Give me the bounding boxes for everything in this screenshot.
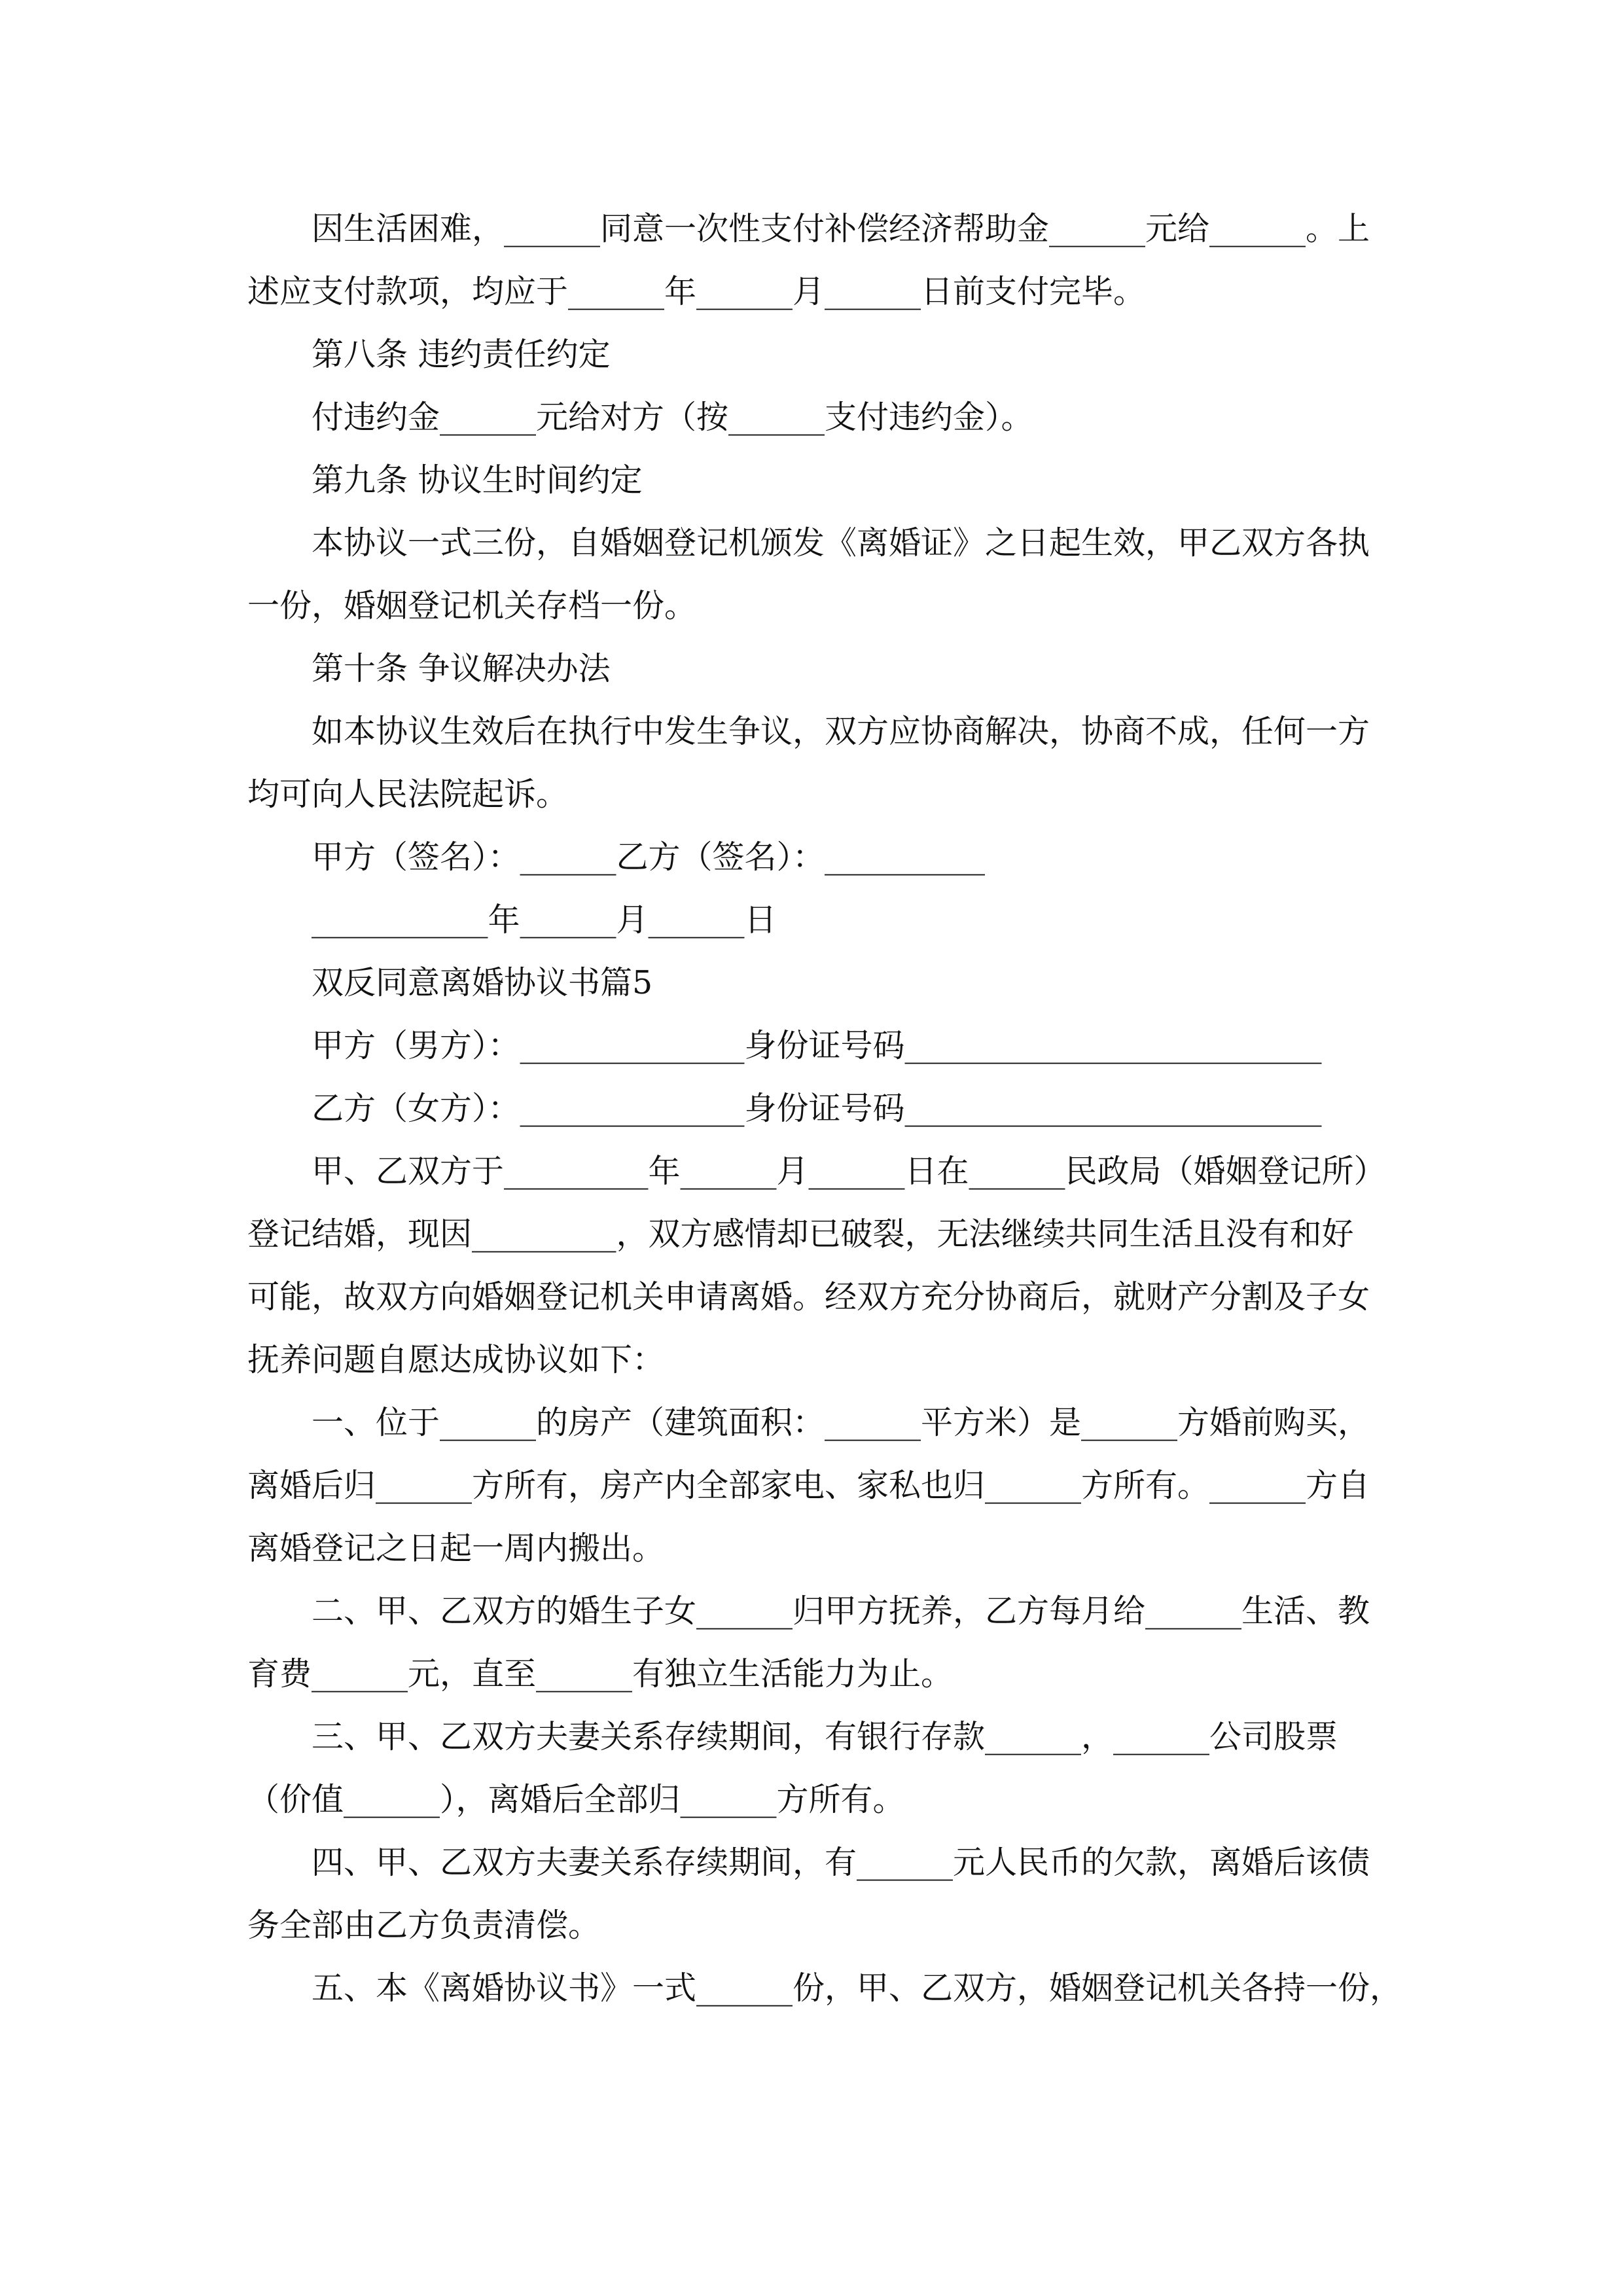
text-line	[0, 1580, 1623, 1643]
line-text: 登记结婚，现因_________，双方感情却已破裂，无法继续共同生活且没有和好	[247, 1215, 1354, 1253]
line-text: 第九条 协议生时间约定	[312, 461, 643, 499]
line-text: 如本协议生效后在执行中发生争议，双方应协商解决，协商不成，任何一方	[312, 713, 1370, 750]
text-line	[0, 1454, 1623, 1517]
text-line	[0, 260, 1623, 323]
text-line	[0, 386, 1623, 449]
line-text: 二、甲、乙双方的婚生子女______归甲方抚养，乙方每月给______生活、教	[312, 1592, 1370, 1630]
text-line	[0, 1706, 1623, 1768]
line-text: 述应支付款项，均应于______年______月______日前支付完毕。	[247, 273, 1146, 310]
text-line	[0, 1768, 1623, 1831]
text-line	[0, 1014, 1623, 1077]
text-line	[0, 1894, 1623, 1957]
line-text: 因生活困难，______同意一次性支付补偿经济帮助金______元给______。上	[312, 210, 1370, 247]
text-line	[0, 1831, 1623, 1894]
line-text: 付违约金______元给对方（按______支付违约金）。	[312, 399, 1033, 436]
line-text: 务全部由乙方负责清偿。	[247, 1907, 601, 1944]
line-text: 离婚登记之日起一周内搬出。	[247, 1530, 665, 1567]
date-line	[0, 889, 1623, 952]
line-text: 育费______元，直至______有独立生活能力为止。	[247, 1655, 954, 1693]
line-text: 第十条 争议解决办法	[312, 650, 611, 687]
text-line	[0, 1643, 1623, 1706]
line-text: ___________年______月______日	[312, 901, 777, 939]
text-line	[0, 1140, 1623, 1203]
line-text: 离婚后归______方所有，房产内全部家电、家私也归______方所有。______方自	[247, 1467, 1370, 1504]
line-text: 均可向人民法院起诉。	[247, 776, 569, 813]
line-text: 五、本《离婚协议书》一式______份，甲、乙双方，婚姻登记机关各持一份，	[312, 1969, 1402, 2007]
text-line	[0, 1517, 1623, 1580]
line-text: 一、位于______的房产（建筑面积：______平方米）是______方婚前购买，	[312, 1404, 1370, 1441]
section-heading	[0, 637, 1623, 700]
section-heading	[0, 323, 1623, 386]
signature-line	[0, 826, 1623, 889]
line-text: 甲、乙双方于_________年______月______日在______民政局（婚姻登记所）	[312, 1153, 1386, 1190]
line-text: 抚养问题自愿达成协议如下：	[247, 1341, 665, 1378]
text-line	[0, 763, 1623, 826]
text-line	[0, 1391, 1623, 1454]
text-line	[0, 1077, 1623, 1140]
text-line	[0, 1203, 1623, 1266]
line-text: 一份，婚姻登记机关存档一份。	[247, 587, 697, 624]
section-heading	[0, 449, 1623, 512]
text-line	[0, 1329, 1623, 1391]
text-line	[0, 1957, 1623, 2020]
line-text: 甲方（签名）：______乙方（签名）：__________	[312, 838, 986, 876]
line-text: 第八条 违约责任约定	[312, 336, 611, 373]
text-line	[0, 700, 1623, 763]
line-text: 甲方（男方）：______________身份证号码__________________________	[312, 1027, 1322, 1064]
text-line	[0, 575, 1623, 637]
line-text: 三、甲、乙双方夫妻关系存续期间，有银行存款______，______公司股票	[312, 1718, 1338, 1755]
line-text: 可能，故双方向婚姻登记机关申请离婚。经双方充分协商后，就财产分割及子女	[247, 1278, 1370, 1316]
line-text: （价值______），离婚后全部归______方所有。	[247, 1781, 905, 1818]
line-text: 双反同意离婚协议书篇5	[312, 964, 653, 1001]
line-text: 本协议一式三份，自婚姻登记机颁发《离婚证》之日起生效，甲乙双方各执	[312, 524, 1370, 562]
line-text: 乙方（女方）：______________身份证号码__________________________	[312, 1090, 1322, 1127]
text-line	[0, 1266, 1623, 1329]
text-line	[0, 198, 1623, 260]
document-title	[0, 952, 1623, 1014]
line-text: 四、甲、乙双方夫妻关系存续期间，有______元人民币的欠款，离婚后该债	[312, 1844, 1370, 1881]
text-line	[0, 512, 1623, 575]
